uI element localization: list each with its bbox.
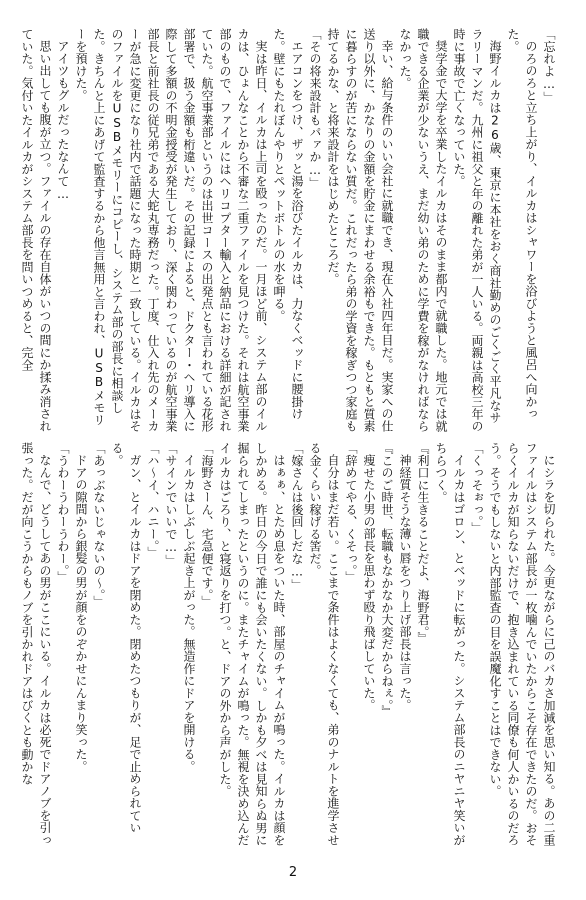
paragraph: 奨学金で大学を卒業したイルカはそのまま都内で就職した。地元では就職できる企業が少ないうえ、まだ幼い弟のために学費を稼がなければならなかった。 — [398, 28, 448, 433]
page-number: 2 — [288, 865, 298, 880]
paragraph: ドアの隙間から銀髪の男が顔をのぞかせにんまり笑った。 — [74, 454, 88, 773]
dialogue-line: 「ハ〜イ、ハニー。」 — [146, 442, 160, 559]
paragraph: のろのろと立ち上がり、イルカはシャワーを浴びようと風呂へ向かった。 — [506, 28, 538, 420]
dialogue-line: 「嫁さんは後回しだな…」 — [290, 442, 304, 591]
dialogue-line: 『このご時世、転職もなかなか大変だからねぇ。』 — [380, 442, 394, 718]
dialogue-line: 「サインでいいで…」 — [164, 442, 178, 567]
paragraph: ガン、とイルカはドアを閉めた。閉めたつもりが、足で止められている。 — [110, 442, 142, 834]
paragraph: 実は昨日、イルカは上司を殴ったのだ。一月ほど前、システム部のイルカは、ひょんなことから不審な二重ファイルを見つけた。それは航空事業部のもので、ファイルにはヘリコプター輸入と納品における詳細が記されていた。航空事業部というのは出世コースの出発点とも言われている花形部署で、扱う金額も桁違いだ。その記録によると、ドクター・ヘリ導入に際して多額の不明金授受が発生しており、深く関わっているのが航空事業部長と前社長の従兄弟である大蛇丸専務だった。丁度、仕入れ先のメーカーが急に変更になり社内で話題になった時期と一致している。イルカはそのファイルをUSBメモリーにコピーし、システム部の部長に相談した。きちんと上にあげて監査するから他言無用と言われ、USBメモリーを預けた。 — [74, 28, 268, 433]
paragraph: なんで、どうしてあの男がここにいる。イルカは必死でドアノブを引っ張った。だが向こうからもノブを引かれドアはびくとも動かな — [20, 442, 52, 846]
paragraph: 海野イルカは26歳、東京に本社をおく商社勤めのごくごく平凡なサラリーマンだ。九州に祖父と年の離れた弟が一人いる。両親は高校三年の時に事故で亡くなっていた。 — [452, 28, 502, 433]
dialogue-line: 『利口に生きることだよ、海野君。』 — [416, 442, 430, 645]
dialogue-line: 「辞めてやる、くそっ。」 — [344, 442, 358, 583]
paragraph: 神経質そうな薄い唇をつり上げ部長は言った。 — [398, 454, 412, 712]
paragraph: 思い出しても腹が立つ。ファイルの存在自体がいつの間にか揉み消されていた。気付いたイルカがシステム部長を問いつめると、完全 — [20, 28, 52, 432]
paragraph: 幸い、給与条件のいい会社に就職でき、現在入社四年目だ。実家への仕送り以外に、かなりの金額を貯金にまわせる余裕もできた。もともと質素に暮らすのが苦にならない質だ。これだったら弟の学資を稼ぎつつ家庭も持てるかな、と将来設計をはじめたところだ。 — [326, 28, 394, 433]
paragraph: アイツもグルだったなんて… — [56, 40, 70, 202]
paragraph: はぁぁ、とため息をついた時、部屋のチャイムが鳴った。イルカは顔をしかめる。昨日の今日で誰にも会いたくない。しかも夕べは見知らぬ男に掘られてしまったというのに。またチャイムが鳴った。無視を決め込んだイルカはごろり、と寝返りを打つ。と、ドアの外から声がした。 — [218, 442, 286, 847]
paragraph: エアコンをつけ、ザッと湯を浴びたイルカは、力なくベッドに腰掛けた。壁にもたれぼんやりとペットボトルの水を呷る。 — [272, 28, 304, 420]
dialogue-line: 「くっそぉっ。」 — [470, 442, 484, 534]
paragraph: イルカはゴロン、とベッドに転がった。システム部長のニヤニヤ笑いがちらつく。 — [434, 442, 466, 846]
paragraph: 痩せた小男の部長を思わず殴り飛ばしていた。 — [362, 454, 376, 712]
dialogue-line: 「あっぶないじゃないの〜。」 — [92, 442, 106, 608]
dialogue-line: 「その将来設計もパァか…」 — [308, 28, 322, 190]
lower-text-block — [20, 442, 558, 852]
paragraph: にシラを切られた。今更ながらに己のバカさ加減を思い知る。あの二重ファイルはシステム部長が一枚噛んでいたからこそ存在できたのだ。おそらくイルカが知らないだけで、抱き込まれている同僚も何人かいるのだろう。そうでもしないと内部監査の目を誤魔化すことはできない。 — [488, 442, 556, 847]
paragraph: 自分はまだ若い。ここまで条件はよくなくても、弟のナルトを進学させる金くらい稼げる筈だ。 — [308, 442, 340, 846]
dialogue-line: 「忘れよ…」 — [542, 28, 556, 104]
dialogue-line: 「海野さーん、宅急便です。」 — [200, 442, 214, 608]
paragraph: イルカはしぶしぶ起き上がった。無造作にドアを開ける。 — [182, 454, 196, 773]
upper-text-block — [20, 28, 558, 433]
dialogue-line: 「うわーうわーうわー。」 — [56, 442, 70, 583]
